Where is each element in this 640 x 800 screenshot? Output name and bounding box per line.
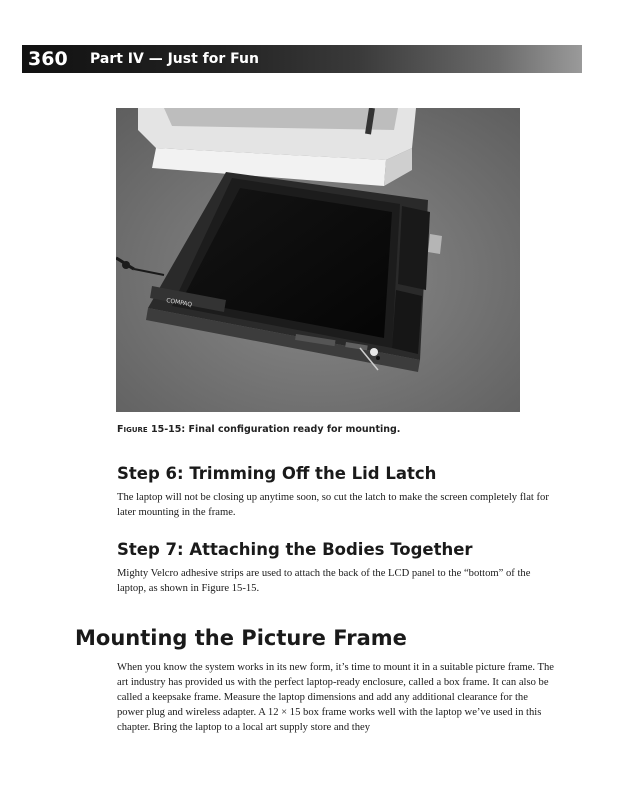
brand-label: COMPAQ [165, 297, 193, 309]
figure-caption [117, 424, 400, 435]
figure-caption-text: Final configuration ready for mounting. [188, 424, 401, 435]
section-heading-step6: Step 6: Trimming Off the Lid Latch [117, 464, 437, 483]
page-number: 360 [28, 48, 68, 70]
section-body-step6: The laptop will not be closing up anytime soon, so cut the latch to make the screen completely flat for later mounting in the frame. [117, 492, 549, 518]
figure-photo [116, 108, 520, 412]
figure-label: Figure 15-15: [117, 424, 186, 435]
main-section-body: When you know the system works in its new form, it’s time to mount it in a suitable picture frame. The art industry has provided us with the perfect laptop-ready enclosure, called a box frame. It can also be called a keepsake frame. Measure the laptop dimensions and add any additional clearance for the power plug and wireless adapter. A 12 × 15 box frame works well with the laptop we’ve used in this chapter. Bring the laptop to a local art supply store and they [117, 662, 555, 733]
part-title: Part IV — Just for Fun [90, 51, 259, 67]
section-heading-step7: Step 7: Attaching the Bodies Together [117, 540, 473, 559]
main-section-heading: Mounting the Picture Frame [75, 626, 407, 650]
section-body-step7: Mighty Velcro adhesive strips are used to attach the back of the LCD panel to the “bottom” of the laptop, as shown in Figure 15-15. [117, 568, 531, 594]
